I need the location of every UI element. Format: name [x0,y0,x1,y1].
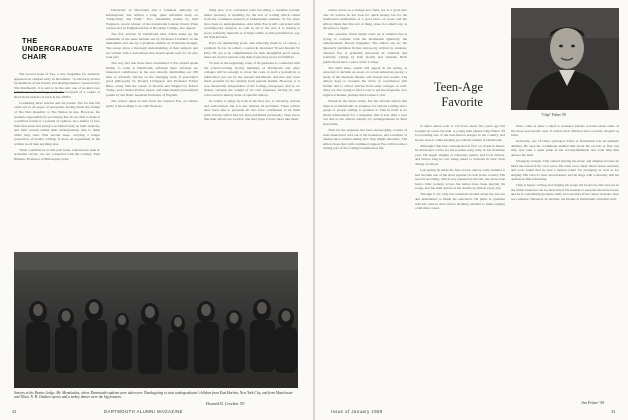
group-photo [14,252,298,388]
portrait-photo [511,8,619,110]
paragraph: Ironically, one of Chip's principal critics at Dartmouth was an unlikely admirer. He says his roommates kidded him about his records at first, but they now take a quiet pride in his accomplishments and even help him answer his mail. [511,139,619,157]
byline: Howard D. Crockett '59 [206,401,245,406]
right-column-3-text [511,124,619,394]
section-title-line-1: THE [22,36,38,45]
headline-line-2: Favorite [441,95,483,109]
paragraph: One question which might come up is whether Fee is trying to compete with the Dartmouth Quarterly, the undergraduate literary magazine. The editors say no; the Quarterly publishes fiction and poetry written by students, whereas Fee is primarily interested in criticism and scholarly writing by both faculty and students. Both publications have a place at the College. [323,32,407,64]
headline-line-1: Teen-Age [433,80,483,94]
paragraph: more come as quite a relief to harassed parents worried about some of the more spectacular rock 'n' rollers their children have recently adopted as idols. [511,124,619,138]
paragraph: The second issue of Fee, a new magazine for students, appeared on campus early in December. "A scholarly review by members of the faculty and undergraduates" sponsored by The Dartmouth, it is said to be the only one of its kind ever published at the College, with the exception of a couple of short-lived endeavors back in the 1930's. [14,72,100,99]
group-photo-image [14,252,298,388]
portrait-photo-image [511,8,619,110]
paragraph: Containing three articles and six poems, Fee for this fall came out in 24 pages of newsprint, having much the format of The New Republic or The Nation in size. However, the students responsible for producing Fee do not aim to make it a political forum or a journal of opinion. As a matter of fact, their first issue last spring was faulted only on their audacity, and their sounds belied their undergraduate title to think while they read. This second issue, carrying a longer proportion of faculty writing, is more an experiment in the written word than anything else. [14,100,100,146]
section-title-line-3: CHAIR [22,52,47,61]
paragraph: The five articles by Dartmouth men which make up the remainder of the issue include one by Professor Licklider on the humanities and one by a graduate student on Scriptural thought. The essays show a thorough understanding of their subjects and are written with a seriousness that should speak well for all who took part. [106,32,198,60]
photo-caption: Seniors at the Ravine Lodge, Mr. Menalaskas, where Dartmouth students were taken over Thanksgiving to start undergraduates' children from East Harlem, New York City, and from Manchester and Tilton. N. H. Outdoor sports and a turkey dinner were the big features. [14,391,293,400]
paragraph: Its sound, to judge by both of the first two, is scholarly, serious and well-written, but it is not without its problems. These editors have been able to persuade all who have contributed to let them print articles which had not been published previously. They know that their efforts are worth it, and they hope to have more like them. [204,99,300,122]
signature: Jim Fisher '59 [581,400,605,405]
paragraph: The review takes its title from the German Fee, an elusive spirit; it has nothing to do with finances. [106,99,198,108]
paragraph: Three contributors to this past issue, well-known men in academic circles, are not connected with the College. Paul Holmes, Professor of Philosophy at the [14,147,100,162]
right-column-1-text [323,8,407,402]
magazine-name: DARTMOUTH ALUMNI MAGAZINE [104,409,183,414]
paragraph: To start at the beginning, none of its graduates is connected with the scholar-writing faculty members of Dartmouth and other colleges will be enough to cover the costs of such a periodical. A publication put out by the present Dartmouth, and has only been made possible by the subsidy from general alumni. However, it is now financially independent of the College newspaper; that is, no money carrying the weight of its own expenses, having its own voice and not merely those of specific editors. [204,61,300,98]
paragraph: comes across as a strange new field, not as a good new one. Its writers do not look for quick money but for the intellectual satisfaction of a good piece of work; and the editors think that this sort of thing, done in a small way, is the place to begin. [323,8,407,31]
section-title-line-2: UNDERGRADUATE [22,44,93,53]
portrait-caption: "Chip" Fisher '59 [541,113,566,117]
paragraph: A rather sullen rock 'n' roll fever about five years ago has brought us a new favorite. A young man named Chip Fisher '59 is becoming one of the best-known singers in the country, and he has done it while keeping up with his studies at Dartmouth. [415,124,505,142]
paragraph: Fee's are demanding goals, and achieving them is, of course, a problem. So far, its editors, Loudon R. Rowland '59 and Donald W. Pilot '59, are to be complimented for their thoughtful proof sense; there are several reasons why their hopes may never be fulfilled. [204,41,300,60]
paragraph: Thus far the response has been encouraging. Copies of both issues have sold out at the bookstore, and a number of alumni have written asking how they might subscribe. The editors hope that with continued support Fee will become a lasting part of the College's intellectual life. [323,128,407,151]
paragraph: Last spring he made his first record, and by early summer it had become one of the most popular records in the country. His second recording, which was released in the fall, has done even better. Disc jockeys across the nation have been playing his songs, and fan mail arrives at his dormitory almost every day. [415,168,505,191]
paragraph: Through it all, Chip has remained modest about his success and determined to finish his education. He plans to graduate with his class in June before deciding whether to make singing a full-time career. [415,192,505,211]
paragraph: Although Chip had concentrated at first on classical music, he developed a taste for the popular song early in his freshman year. He began singing at fraternity parties and local dances, and before long he was being asked to perform in New York during vacations. [415,143,505,166]
paragraph: thing else, it is concerned with becoming a readable journal, either quarterly or monthly, for the sort of writing which comes from the continued research of independent students. So far, there have been no undergraduates. And while Fee is still concerned with contemporary subjects, as well as all of the arts, it is hoping to prove scholarly material as of high calibre as that published in, say, the Yale Review. [204,8,300,40]
section-title [22,37,93,61]
issue-date: Issue of January 1959 [331,409,383,414]
right-page [315,0,628,420]
left-page [0,0,313,420]
article-headline [419,80,483,110]
paragraph: The third issue, which will appear in the spring, is expected to include an essay on recent American poetry, a study of the Japanese theater, and several new poems. The editors hope to broaden the circle of contributors still further and to attract articles from other colleges as well. They are also trying to find a way to put the magazine on a regular schedule, perhaps three issues a year. [323,65,407,98]
page-number-right: 33 [611,409,616,414]
right-column-2-text [415,124,505,402]
page-number-left: 32 [12,409,17,414]
paragraph: Chip is happy writing and singing his songs but he knows that success in the music business can be short-lived. He intends to keep his interests broad, and he is considering graduate study in economics if his career in music does not continue. Whatever he decides, his friends at Dartmouth wish him well. [511,183,619,201]
paragraph: The very fact that these men contributed to Fee should speak further to some at Dartmouth, although there certainly are interested contributors in the area already. Reminding our 180 men of scholarly articles on the changing form of yesterday's good philosophy by Donald Livingston and Professor Edwin Bliss, along with the verses of Nevada and Wagner by Robert Tolley, and a Senior Fellow report, and other highly personalized poems by Ian Nash, Assistant Professor of English. [106,61,198,98]
paragraph: Strangely enough, Chip started playing the piano and singing because he liked the sound of his own voice. He went on to study music more seriously and soon found that he had a natural talent for arranging as well as for singing. His voice is clear and pleasant, and he sings with a sincerity that his audiences find refreshing. [511,159,619,182]
paragraph: Whatever the future holds, Fee has already shown that there is at Dartmouth an audience for serious writing and a group of people willing to produce it. That in itself is no small achievement for a magazine that is less than a year old and is run almost entirely by undergraduates in their spare time. [323,99,407,126]
paragraph: University of Wisconsin and a foremost authority on Kierkegaard, has written a long, quite informed essay on "Objectivity and Faith." Two substantial poems by Neil Ferguson, recent winner of the nationwide Lamont Poetry Prize contest and an English teacher at Brooklyn College, also appear. [106,8,198,31]
